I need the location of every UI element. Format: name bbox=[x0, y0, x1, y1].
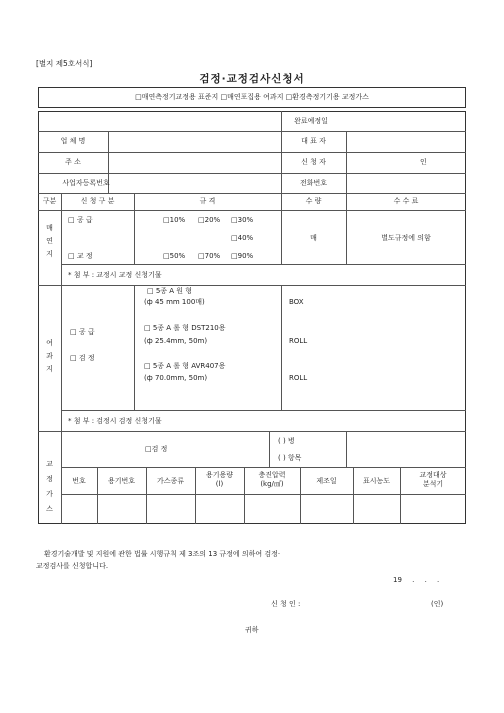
seal-mark: 인 bbox=[420, 158, 427, 166]
statement-line-1: 환경기술개발 및 지원에 관한 법률 시행규칙 제 3조의 13 규정에 의하여 검정· bbox=[44, 550, 281, 558]
filter-unit-1: BOX bbox=[289, 298, 304, 306]
filter-spec-1[interactable]: □ 5종 A 원 형 bbox=[147, 287, 193, 295]
filter-supply-checkbox[interactable]: □ 공 급 bbox=[70, 328, 95, 336]
smoke-calibration-checkbox[interactable]: □ 교 정 bbox=[68, 252, 93, 260]
gas-col-concentration: 표시농도 bbox=[362, 477, 391, 485]
phone-label: 전화번호 bbox=[299, 179, 328, 187]
header-fee: 수 수 료 bbox=[393, 197, 419, 205]
gas-col-analyzer: 교정대상 분석기 bbox=[419, 471, 447, 488]
business-number-label: 사업자등록번호 bbox=[62, 179, 110, 187]
address-field[interactable] bbox=[110, 155, 278, 171]
application-date[interactable]: 19 . . . bbox=[393, 576, 440, 584]
smoke-supply-checkbox[interactable]: □ 공 급 bbox=[68, 216, 93, 224]
gas-test-checkbox[interactable]: □검 정 bbox=[145, 445, 168, 453]
gas-bottle-count[interactable]: ( ) 병 bbox=[278, 437, 295, 445]
smoke-90-checkbox[interactable]: □90% bbox=[231, 252, 254, 260]
completion-date-label: 완료예정일 bbox=[294, 117, 328, 125]
smoke-70-checkbox[interactable]: □70% bbox=[198, 252, 221, 260]
smoke-section-label: 매 연 지 bbox=[46, 224, 53, 258]
smoke-20-checkbox[interactable]: □20% bbox=[198, 216, 221, 224]
signer-seal: (인) bbox=[431, 600, 444, 608]
smoke-unit: 매 bbox=[310, 234, 317, 242]
representative-field[interactable] bbox=[348, 134, 464, 150]
smoke-30-checkbox[interactable]: □30% bbox=[231, 216, 254, 224]
form-title: 검정·교정검사신청서 bbox=[199, 73, 305, 85]
gas-col-number: 번호 bbox=[72, 477, 86, 485]
filter-spec-1-detail: (ф 45 mm 100매) bbox=[144, 298, 205, 306]
filter-spec-2[interactable]: □ 5종 A 롤 형 DST210용 bbox=[144, 324, 226, 332]
statement-line-2: 교정검사를 신청합니다. bbox=[36, 562, 109, 570]
filter-spec-3[interactable]: □ 5종 A 롤 형 AVR407용 bbox=[144, 362, 226, 370]
smoke-fee-note: 별도규정에 의함 bbox=[381, 234, 431, 242]
gas-section-label: 교 정 가 스 bbox=[46, 460, 53, 513]
gas-col-pressure: 충진압력 (kg/㎠) bbox=[258, 471, 286, 488]
filter-section-label: 여 과 지 bbox=[46, 339, 53, 373]
gas-col-capacity: 용기용량 (l) bbox=[205, 471, 234, 488]
representative-label: 대 표 자 bbox=[301, 137, 326, 145]
signer-label: 신 청 인 : bbox=[271, 600, 301, 608]
header-application-division: 신 청 구 분 bbox=[80, 197, 115, 205]
company-label: 업 체 명 bbox=[60, 137, 86, 145]
form-number: [별지 제5호서식] bbox=[36, 59, 93, 68]
applicant-label: 신 청 자 bbox=[301, 158, 326, 166]
filter-attachment-note: * 첨 부 : 검정시 검정 신청기물 bbox=[68, 417, 162, 425]
header-spec: 규 격 bbox=[199, 197, 216, 205]
gas-item-count[interactable]: ( ) 항목 bbox=[278, 454, 302, 462]
header-quantity: 수 량 bbox=[305, 197, 322, 205]
filter-spec-3-detail: (ф 70.0mm, 50m) bbox=[144, 374, 208, 382]
addressee-label: 귀하 bbox=[245, 626, 259, 634]
smoke-40-checkbox[interactable]: □40% bbox=[231, 234, 254, 242]
gas-col-manufacture-date: 제조일 bbox=[316, 477, 337, 485]
filter-test-checkbox[interactable]: □ 검 정 bbox=[70, 354, 95, 362]
filter-unit-2: ROLL bbox=[289, 337, 308, 345]
type-options[interactable]: □매연측정기교정용 표준지 □매연포집용 여과지 □환경측정기기용 교정가스 bbox=[135, 93, 369, 101]
header-division: 구분 bbox=[42, 197, 57, 205]
company-field[interactable] bbox=[110, 134, 278, 150]
smoke-50-checkbox[interactable]: □50% bbox=[163, 252, 186, 260]
smoke-10-checkbox[interactable]: □10% bbox=[163, 216, 186, 224]
smoke-attachment-note: * 첨 부 : 교정시 교정 신청기물 bbox=[68, 271, 162, 279]
filter-spec-2-detail: (ф 25.4mm, 50m) bbox=[144, 337, 208, 345]
address-label: 주 소 bbox=[65, 158, 81, 166]
gas-col-container-number: 용기번호 bbox=[107, 477, 136, 485]
gas-col-gas-type: 가스종류 bbox=[156, 477, 185, 485]
filter-unit-3: ROLL bbox=[289, 374, 308, 382]
